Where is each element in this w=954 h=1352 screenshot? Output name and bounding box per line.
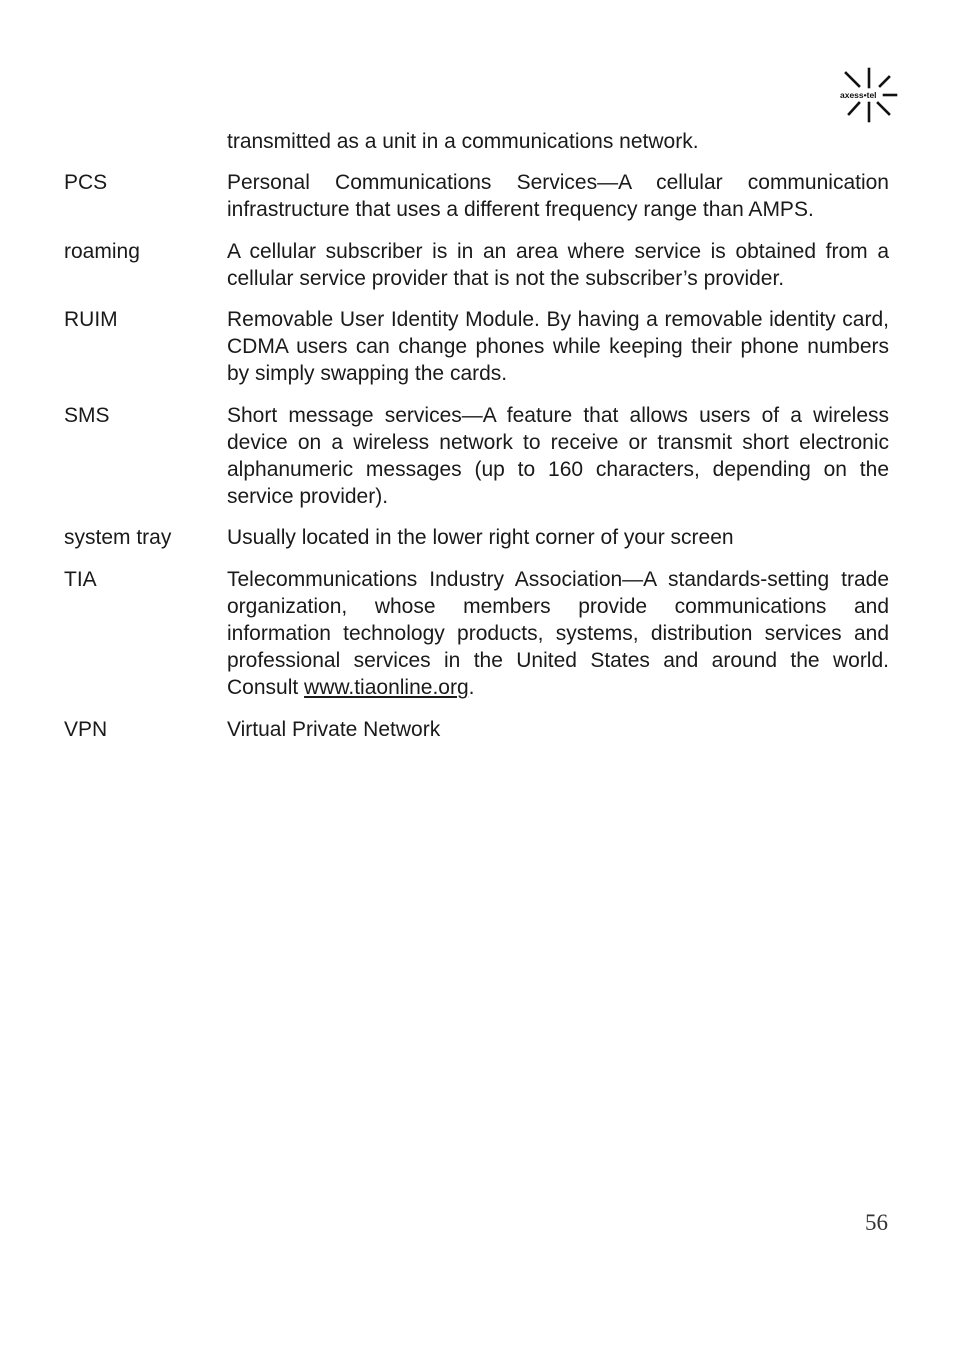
glossary-definition: Virtual Private Network [227,717,441,741]
axesstel-starburst-icon [836,66,898,126]
glossary-definition: Usually located in the lower right corner of your screen [227,526,734,550]
glossary-term: PCS [64,171,108,195]
glossary-definition: Short message services—A feature that allows users of a wireless device on a wireless network to receive or transmit short electronic alphanumeric messages (up to 160 characters, depending on the service provider). [227,403,889,509]
tia-definition-text: Telecommunications Industry Association—A standards-setting trade organization, whose members provide communications and information technology products, systems, distribution services and professional services in the United States and around the world. Consult [227,567,889,700]
glossary-definition [227,566,889,702]
glossary-definition: Removable User Identity Module. By having a removable identity card, CDMA users can change phones while keeping their phone numbers by simply swapping the cards. [227,308,889,386]
axesstel-logo [836,66,898,126]
glossary-entry-ruim [64,306,889,388]
tiaonline-link[interactable]: www.tiaonline.org [304,676,469,700]
glossary-definition: Personal Communications Services—A cellular communication infrastructure that uses a different frequency range than AMPS. [227,171,889,222]
glossary-entry-pcs [64,169,889,223]
glossary-definition: transmitted as a unit in a communications network. [227,130,699,153]
glossary-term: TIA [64,567,97,591]
glossary-term: system tray [64,526,172,550]
glossary-term: VPN [64,717,108,741]
glossary-definition: A cellular subscriber is in an area where service is obtained from a cellular service provider that is not the subscriber’s provider. [227,239,889,290]
glossary-term: SMS [64,403,110,427]
logo-wordmark: axess•tel [840,90,877,100]
glossary-term: roaming [64,239,140,263]
page-number: 56 [865,1210,888,1235]
glossary-entry-roaming [64,238,889,292]
glossary-entry-tia [64,566,889,702]
glossary-continuation [64,128,889,155]
glossary-entry-sms [64,402,889,511]
glossary-list [64,128,889,757]
glossary-entry-system-tray [64,524,889,551]
glossary-entry-vpn [64,716,889,743]
tia-definition-end: . [468,676,475,700]
glossary-term: RUIM [64,308,118,332]
